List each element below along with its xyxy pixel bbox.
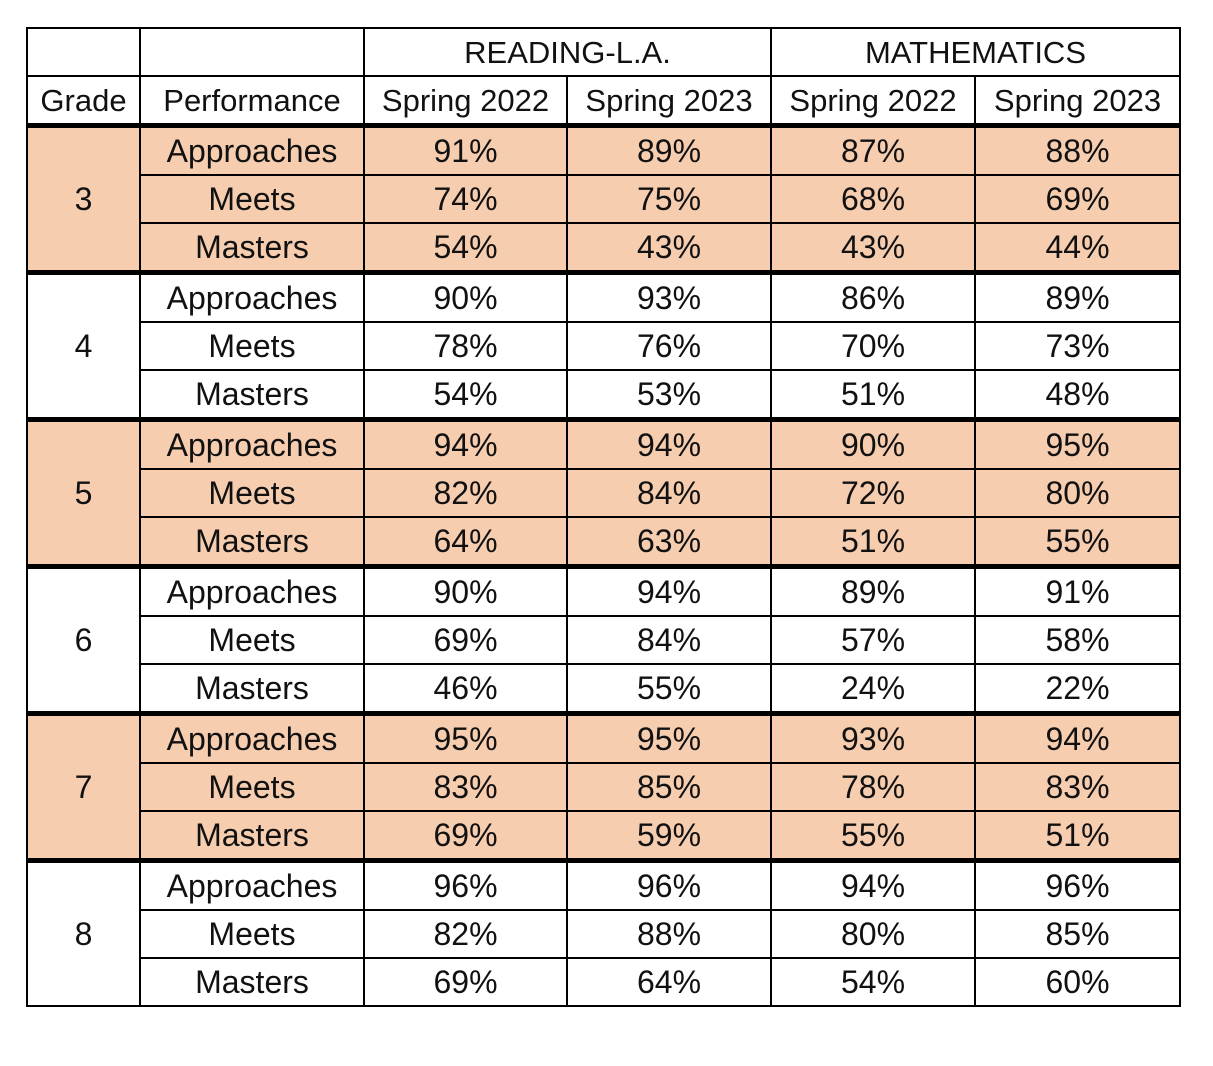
table-row xyxy=(27,322,1180,370)
percent-cell: 69% xyxy=(364,616,567,664)
grade-group xyxy=(27,273,1180,420)
percent-cell: 80% xyxy=(771,910,975,958)
score-table xyxy=(26,27,1181,1007)
percent-cell: 60% xyxy=(975,958,1180,1006)
percent-cell: 78% xyxy=(771,763,975,811)
term-header: Spring 2023 xyxy=(567,76,771,126)
table-row xyxy=(27,910,1180,958)
percent-cell: 96% xyxy=(364,861,567,911)
performance-level-cell: Masters xyxy=(140,223,364,273)
performance-level-cell: Approaches xyxy=(140,567,364,617)
percent-cell: 90% xyxy=(364,567,567,617)
grade-group xyxy=(27,420,1180,567)
grade-cell: 5 xyxy=(27,420,140,567)
grade-group xyxy=(27,567,1180,714)
table-row xyxy=(27,616,1180,664)
performance-level-cell: Masters xyxy=(140,811,364,861)
table-row xyxy=(27,469,1180,517)
table-row xyxy=(27,567,1180,617)
performance-level-cell: Meets xyxy=(140,910,364,958)
percent-cell: 95% xyxy=(975,420,1180,470)
subject-header-row xyxy=(27,28,1180,76)
grade-cell: 7 xyxy=(27,714,140,861)
percent-cell: 59% xyxy=(567,811,771,861)
percent-cell: 84% xyxy=(567,616,771,664)
percent-cell: 84% xyxy=(567,469,771,517)
percent-cell: 80% xyxy=(975,469,1180,517)
percent-cell: 58% xyxy=(975,616,1180,664)
performance-level-cell: Approaches xyxy=(140,420,364,470)
performance-column-header: Performance xyxy=(140,76,364,126)
percent-cell: 82% xyxy=(364,910,567,958)
percent-cell: 44% xyxy=(975,223,1180,273)
term-header: Spring 2022 xyxy=(364,76,567,126)
percent-cell: 51% xyxy=(771,517,975,567)
percent-cell: 94% xyxy=(567,567,771,617)
percent-cell: 64% xyxy=(364,517,567,567)
percent-cell: 74% xyxy=(364,175,567,223)
performance-level-cell: Meets xyxy=(140,175,364,223)
percent-cell: 55% xyxy=(771,811,975,861)
percent-cell: 69% xyxy=(364,811,567,861)
percent-cell: 94% xyxy=(364,420,567,470)
percent-cell: 91% xyxy=(364,126,567,176)
table-row xyxy=(27,861,1180,911)
subject-header-mathematics: MATHEMATICS xyxy=(771,28,1180,76)
percent-cell: 55% xyxy=(567,664,771,714)
percent-cell: 54% xyxy=(364,370,567,420)
percent-cell: 63% xyxy=(567,517,771,567)
term-header: Spring 2023 xyxy=(975,76,1180,126)
grade-group xyxy=(27,126,1180,273)
grade-cell: 4 xyxy=(27,273,140,420)
table-row xyxy=(27,714,1180,764)
table-row xyxy=(27,370,1180,420)
performance-level-cell: Meets xyxy=(140,322,364,370)
performance-level-cell: Masters xyxy=(140,664,364,714)
percent-cell: 70% xyxy=(771,322,975,370)
percent-cell: 89% xyxy=(771,567,975,617)
performance-level-cell: Masters xyxy=(140,958,364,1006)
percent-cell: 82% xyxy=(364,469,567,517)
percent-cell: 83% xyxy=(364,763,567,811)
percent-cell: 91% xyxy=(975,567,1180,617)
percent-cell: 89% xyxy=(567,126,771,176)
performance-level-cell: Approaches xyxy=(140,273,364,323)
table-row xyxy=(27,126,1180,176)
performance-level-cell: Meets xyxy=(140,616,364,664)
percent-cell: 90% xyxy=(364,273,567,323)
percent-cell: 57% xyxy=(771,616,975,664)
table-row xyxy=(27,175,1180,223)
percent-cell: 73% xyxy=(975,322,1180,370)
performance-level-cell: Masters xyxy=(140,517,364,567)
percent-cell: 88% xyxy=(975,126,1180,176)
table-row xyxy=(27,664,1180,714)
percent-cell: 53% xyxy=(567,370,771,420)
grade-cell: 8 xyxy=(27,861,140,1007)
percent-cell: 87% xyxy=(771,126,975,176)
percent-cell: 69% xyxy=(364,958,567,1006)
table-row xyxy=(27,811,1180,861)
percent-cell: 78% xyxy=(364,322,567,370)
grade-column-header: Grade xyxy=(27,76,140,126)
percent-cell: 85% xyxy=(975,910,1180,958)
percent-cell: 75% xyxy=(567,175,771,223)
table-header xyxy=(27,28,1180,126)
grade-group xyxy=(27,861,1180,1007)
percent-cell: 43% xyxy=(771,223,975,273)
percent-cell: 94% xyxy=(567,420,771,470)
performance-level-cell: Approaches xyxy=(140,714,364,764)
percent-cell: 64% xyxy=(567,958,771,1006)
table-row xyxy=(27,958,1180,1006)
performance-level-cell: Approaches xyxy=(140,126,364,176)
percent-cell: 85% xyxy=(567,763,771,811)
percent-cell: 93% xyxy=(567,273,771,323)
performance-level-cell: Approaches xyxy=(140,861,364,911)
table-row xyxy=(27,223,1180,273)
performance-level-cell: Meets xyxy=(140,763,364,811)
percent-cell: 88% xyxy=(567,910,771,958)
grade-cell: 6 xyxy=(27,567,140,714)
percent-cell: 54% xyxy=(771,958,975,1006)
term-header: Spring 2022 xyxy=(771,76,975,126)
percent-cell: 95% xyxy=(567,714,771,764)
percent-cell: 86% xyxy=(771,273,975,323)
percent-cell: 90% xyxy=(771,420,975,470)
empty-header-cell xyxy=(140,28,364,76)
percent-cell: 72% xyxy=(771,469,975,517)
percent-cell: 96% xyxy=(975,861,1180,911)
performance-level-cell: Meets xyxy=(140,469,364,517)
percent-cell: 43% xyxy=(567,223,771,273)
percent-cell: 96% xyxy=(567,861,771,911)
percent-cell: 24% xyxy=(771,664,975,714)
percent-cell: 93% xyxy=(771,714,975,764)
percent-cell: 68% xyxy=(771,175,975,223)
percent-cell: 94% xyxy=(771,861,975,911)
percent-cell: 48% xyxy=(975,370,1180,420)
percent-cell: 22% xyxy=(975,664,1180,714)
percent-cell: 51% xyxy=(975,811,1180,861)
percent-cell: 83% xyxy=(975,763,1180,811)
grade-cell: 3 xyxy=(27,126,140,273)
table-row xyxy=(27,420,1180,470)
percent-cell: 95% xyxy=(364,714,567,764)
empty-header-cell xyxy=(27,28,140,76)
performance-level-cell: Masters xyxy=(140,370,364,420)
table-row xyxy=(27,517,1180,567)
subject-header-reading: READING-L.A. xyxy=(364,28,771,76)
percent-cell: 69% xyxy=(975,175,1180,223)
table-row xyxy=(27,763,1180,811)
percent-cell: 94% xyxy=(975,714,1180,764)
term-header-row xyxy=(27,76,1180,126)
percent-cell: 55% xyxy=(975,517,1180,567)
percent-cell: 76% xyxy=(567,322,771,370)
percent-cell: 89% xyxy=(975,273,1180,323)
grade-group xyxy=(27,714,1180,861)
percent-cell: 51% xyxy=(771,370,975,420)
table-row xyxy=(27,273,1180,323)
percent-cell: 46% xyxy=(364,664,567,714)
percent-cell: 54% xyxy=(364,223,567,273)
